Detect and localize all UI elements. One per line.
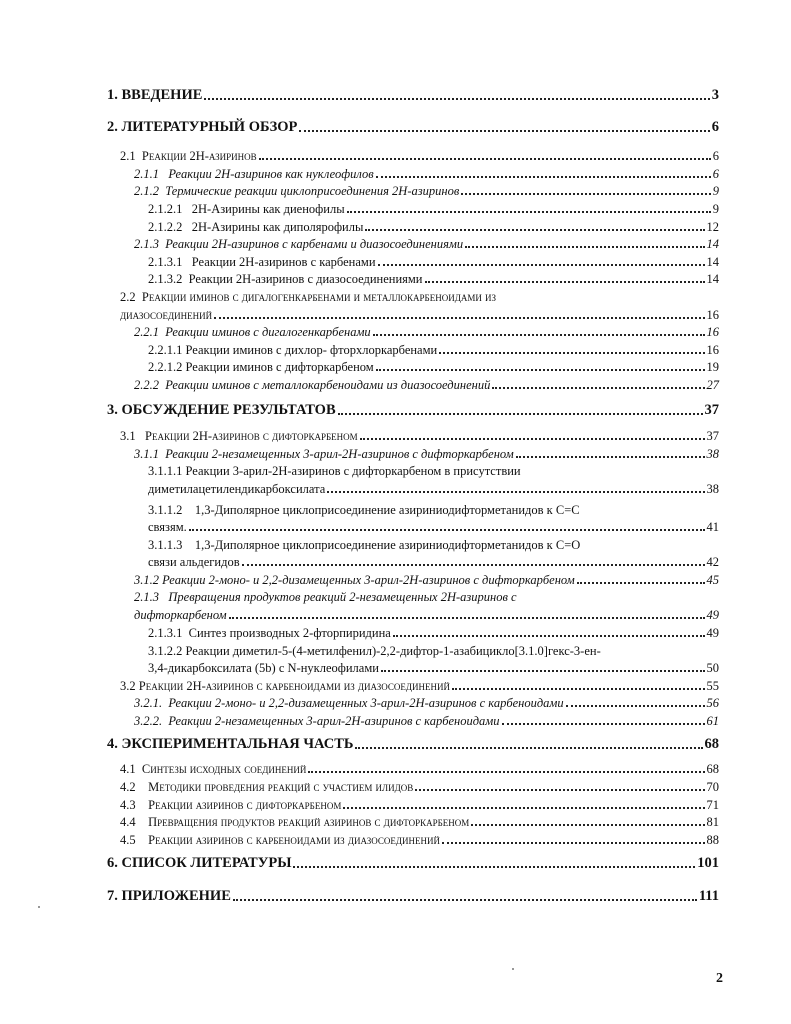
toc-entry-number: 3.1.1 [134,447,159,461]
toc-entry-page: 6 [711,119,719,135]
toc-entry-title: диазосоединений [120,308,213,322]
toc-entry-page: 9 [712,202,719,216]
leader-dots [577,582,705,584]
leader-dots [373,334,705,336]
leader-dots [365,229,704,231]
toc-entry-title: Реакции 2H-азиринов как нуклеофилов [168,167,374,181]
toc-entry-number: 4.5 [120,833,136,847]
toc-entry [120,834,719,847]
toc-entry-page: 14 [706,255,719,269]
leader-dots [259,158,711,160]
toc-entry-page: 14 [706,272,719,286]
toc-entry-title: связям. [148,520,187,534]
toc-entry [148,221,719,234]
toc-entry-title: Термические реакции циклоприсоединения 2H-азиринов [165,184,460,198]
toc-entry-page: 49 [706,626,719,640]
leader-dots [471,824,704,826]
toc-entry-title: Реакции 2H-азиринов с карбеноидами из диазосоединений [138,679,451,693]
toc-entry-title: 1,3-Диполярное циклоприсоединение азириниодифторметанидов к C=O [194,538,581,552]
toc-entry-title: Превращения продуктов реакций азиринов с дифторкарбеном [148,815,470,829]
toc-entry-title: ВВЕДЕНИЕ [121,87,203,103]
toc-entry-number: 3.1 [120,429,136,443]
toc-entry-title: дифторкарбеном [134,608,227,622]
toc-entry-title: Синтезы исходных соединений [141,762,307,776]
scan-speck [38,906,40,908]
leader-dots [327,491,704,493]
toc-entry [148,627,719,640]
leader-dots [204,98,709,100]
toc-entry-number: 3.1.1.1 [148,464,183,478]
toc-entry [120,430,719,443]
toc-entry-title: Реакции иминов с дихлор- фторхлоркарбенами [185,343,438,357]
toc-entry [107,120,719,135]
toc-entry [107,856,719,871]
toc-entry [134,574,719,587]
toc-entry-title: ПРИЛОЖЕНИЕ [121,888,231,904]
toc-entry-number: 2. [107,119,118,135]
toc-entry-number: 2.2.2 [134,378,159,392]
toc-entry-page: 45 [706,573,719,587]
toc-entry-page: 41 [706,520,719,534]
toc-entry [134,379,719,392]
toc-entry [120,680,719,693]
toc-entry-page: 61 [706,714,719,728]
toc-entry-page: 12 [706,220,719,234]
leader-dots [338,413,703,415]
leader-dots [492,387,704,389]
toc-entry [134,448,719,461]
toc-entry-page: 101 [697,855,719,871]
toc-entry-page: 111 [698,888,719,904]
leader-dots [355,747,702,749]
toc-entry-number: 4.3 [120,798,136,812]
leader-dots [415,789,704,791]
toc-entry-page: 71 [706,798,719,812]
leader-dots [425,281,705,283]
leader-dots [229,617,705,619]
leader-dots [343,807,704,809]
toc-entry-title: Реакции 2-моно- и 2,2-дизамещенных 3-арил-2H-азиринов с дифторкарбеном [162,573,575,587]
toc-entry-number: 3.1.1.2 [148,503,183,517]
toc-entry-title: Реакции иминов с дигалогенкарбенами и металлокарбеноидами из [141,290,496,304]
toc-entry-first-line [120,291,496,304]
toc-entry [120,763,719,776]
toc-entry-title: ЭКСПЕРИМЕНТАЛЬНАЯ ЧАСТЬ [121,736,354,752]
leader-dots [465,246,704,248]
toc-entry-title: Реакции 2H-азиринов с карбенами и диазосоединениями [165,237,464,251]
leader-dots [376,369,705,371]
toc-entry-number: 4.1 [120,762,136,776]
toc-entry-page: 6 [712,167,719,181]
toc-entry-title: связи альдегидов [148,555,240,569]
toc-entry-page: 16 [706,308,719,322]
toc-entry-title: Методики проведения реакций с участием илидов [148,780,414,794]
toc-entry-title: Синтез производных 2-фторпиридина [188,626,391,640]
toc-entry [120,781,719,794]
toc-entry-title: Реакции иминов с дифторкарбеном [185,360,374,374]
toc-entry-title: ЛИТЕРАТУРНЫЙ ОБЗОР [121,119,298,135]
toc-entry-title: Превращения продуктов реакций 2-незамещенных 2H-азиринов с [168,590,517,604]
toc-entry-title: Реакции 2H-азиринов с карбенами [191,255,376,269]
leader-dots [299,130,709,132]
toc-entry-number: 3.2 [120,679,136,693]
toc-entry-number: 1. [107,87,118,103]
toc-entry-page: 49 [706,608,719,622]
toc-entry-page: 81 [706,815,719,829]
leader-dots [393,635,705,637]
toc-entry [148,344,719,357]
toc-entry-first-line [148,465,521,478]
toc-entry-number: 4. [107,736,118,752]
toc-entry-title: Реакции иминов с дигалогенкарбенами [165,325,371,339]
toc-entry [148,203,719,216]
toc-entry-page: 19 [706,360,719,374]
toc-entry-number: 2.1.2.2 [148,220,183,234]
toc-entry [134,168,719,181]
toc-entry [134,326,719,339]
toc-entry [134,238,719,251]
toc-entry-page: 16 [706,325,719,339]
toc-entry-title: Реакции иминов с металлокарбеноидами из диазосоединений [165,378,491,392]
toc-entry-title: Реакции диметил-5-(4-метилфенил)-2,2-дифтор-1-азабицикло[3.1.0]гекс-3-ен- [185,644,601,658]
toc-entry [148,556,719,569]
toc-entry [134,715,719,728]
toc-entry-page: 14 [706,237,719,251]
toc-entry-number: 3.2.2. [134,714,163,728]
toc-entry-page: 6 [712,149,719,163]
toc-entry [148,361,719,374]
toc-entry-number: 3.2.1. [134,696,163,710]
toc-entry-number: 2.1.3.2 [148,272,183,286]
toc-entry-title: Реакции 2H-азиринов [141,149,257,163]
toc-entry-page: 9 [712,184,719,198]
leader-dots [566,705,705,707]
toc-entry-first-line [134,591,517,604]
leader-dots [242,564,705,566]
toc-entry [120,816,719,829]
leader-dots [461,193,710,195]
toc-entry-title: Реакции 2-незамещенных 3-арил-2H-азиринов с дифторкарбеном [165,447,514,461]
toc-entry-number: 2.1.3.1 [148,626,183,640]
toc-entry-title: СПИСОК ЛИТЕРАТУРЫ [121,855,292,871]
toc-entry [107,403,719,418]
toc-entry-page: 50 [706,661,719,675]
toc-entry-page: 55 [706,679,719,693]
toc-entry [107,737,719,752]
toc-entry-number: 2.1 [120,149,136,163]
leader-dots [442,842,705,844]
toc-entry-number: 6. [107,855,118,871]
leader-dots [308,771,704,773]
toc-entry-number: 2.1.3 [134,237,159,251]
toc-entry-number: 3. [107,402,118,418]
leader-dots [516,456,705,458]
toc-entry [134,185,719,198]
toc-entry [134,609,719,622]
toc-entry [107,889,719,904]
toc-entry-page: 68 [706,762,719,776]
toc-entry-number: 4.2 [120,780,136,794]
toc-entry-title: 1,3-Диполярное циклоприсоединение азириниодифторметанидов к C=C [194,503,580,517]
toc-entry-title: диметилацетилендикарбоксилата [148,482,326,496]
toc-entry-title: Реакции 2H-азиринов с дифторкарбеном [145,429,358,443]
toc-entry [120,150,719,163]
toc-entry-number: 2.1.3 [134,590,159,604]
toc-entry-title: Реакции азиринов с карбеноидами из диазосоединений [148,833,440,847]
page-number: 2 [716,971,723,986]
toc-entry-page: 68 [704,736,719,752]
leader-dots [360,438,705,440]
toc-entry-title: Реакции 2H-азиринов с диазосоединениями [188,272,423,286]
toc-entry-number: 3.1.2 [134,573,159,587]
toc-entry [120,309,719,322]
toc-entry [148,662,719,675]
toc-entry-number: 3.1.2.2 [148,644,183,658]
leader-dots [376,176,711,178]
toc-entry [120,799,719,812]
toc-entry [134,697,719,710]
toc-entry-number: 3.1.1.3 [148,538,183,552]
toc-entry-title: ОБСУЖДЕНИЕ РЕЗУЛЬТАТОВ [121,402,336,418]
toc-entry-page: 42 [706,555,719,569]
leader-dots [233,899,697,901]
toc-entry-number: 2.2 [120,290,136,304]
toc-entry-number: 2.1.1 [134,167,159,181]
toc-entry-number: 7. [107,888,118,904]
leader-dots [381,670,705,672]
leader-dots [214,317,704,319]
toc-entry-page: 27 [706,378,719,392]
scan-speck [512,968,514,970]
toc-entry-page: 38 [706,482,719,496]
toc-entry-page: 16 [706,343,719,357]
toc-entry-title: 2H-Азирины как диполярофилы [191,220,364,234]
toc-entry-number: 4.4 [120,815,136,829]
toc-entry-page: 56 [706,696,719,710]
toc-entry-number: 2.1.2.1 [148,202,183,216]
toc-entry-page: 3 [711,87,719,103]
toc-entry-number: 2.2.1 [134,325,159,339]
leader-dots [347,211,711,213]
toc-entry-first-line [148,539,580,552]
toc-entry-number: 2.2.1.2 [148,360,183,374]
toc-entry-title: 2H-Азирины как диенофилы [191,202,345,216]
leader-dots [378,264,705,266]
toc-entry [107,88,719,103]
toc-entry-title: Реакции 2-моно- и 2,2-дизамещенных 3-арил-2H-азиринов с карбеноидами [168,696,564,710]
toc-entry-number: 2.1.3.1 [148,255,183,269]
toc-entry-page: 37 [704,402,719,418]
toc-entry-page: 88 [706,833,719,847]
leader-dots [502,723,705,725]
toc-entry-title: Реакции 2-незамещенных 3-арил-2H-азиринов с карбеноидами [168,714,500,728]
toc-entry-number: 2.1.2 [134,184,159,198]
toc-entry [148,483,719,496]
toc-entry [148,256,719,269]
toc-entry-title: Реакции 3-арил-2H-азиринов с дифторкарбеном в присутствии [185,464,521,478]
toc-entry-page: 70 [706,780,719,794]
toc-entry-first-line [148,645,601,658]
leader-dots [293,866,695,868]
leader-dots [189,529,705,531]
toc-entry-page: 38 [706,447,719,461]
toc-entry-page: 37 [706,429,719,443]
toc-entry [148,521,719,534]
leader-dots [452,688,704,690]
toc-entry-number: 2.2.1.1 [148,343,183,357]
toc-entry-first-line [148,504,580,517]
leader-dots [439,352,704,354]
toc-entry [148,273,719,286]
toc-entry-title: 3,4-дикарбоксилата (5b) с N-нуклеофилами [148,661,379,675]
toc-entry-title: Реакции азиринов с дифторкарбеном [148,798,342,812]
